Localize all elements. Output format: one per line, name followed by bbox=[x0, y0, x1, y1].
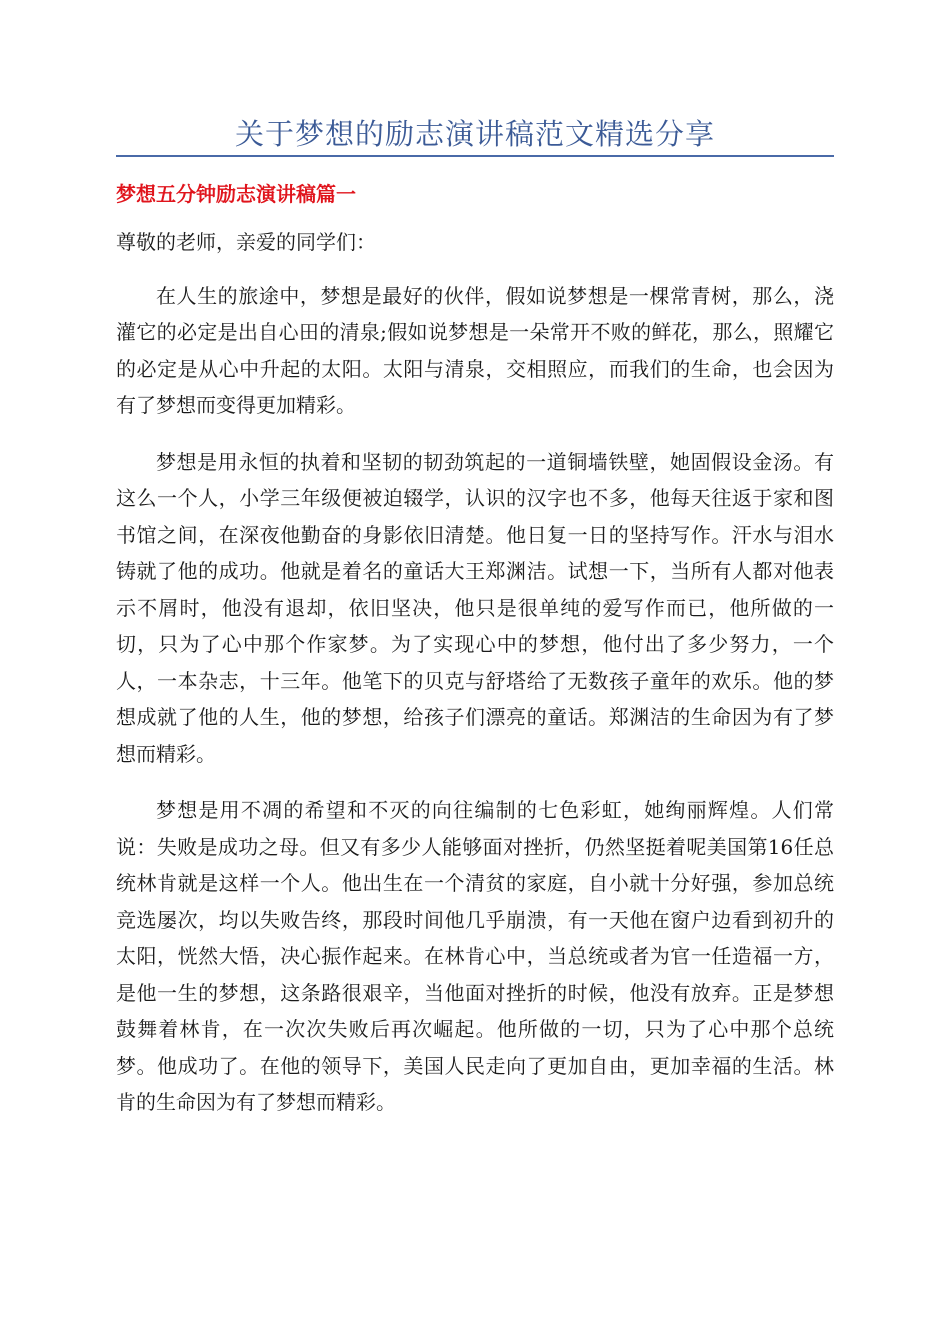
paragraph-1: 在人生的旅途中，梦想是最好的伙伴，假如说梦想是一棵常青树，那么，浇灌它的必定是出自心田的清泉;假如说梦想是一朵常开不败的鲜花，那么，照耀它的必定是从心中升起的太阳。太阳与清泉，交相照应，而我们的生命，也会因为有了梦想而变得更加精彩。 bbox=[116, 283, 834, 417]
title-divider bbox=[116, 155, 834, 157]
document-title: 关于梦想的励志演讲稿范文精选分享 bbox=[234, 117, 715, 151]
section-heading: 梦想五分钟励志演讲稿篇一 bbox=[116, 182, 356, 206]
salutation: 尊敬的老师，亲爱的同学们： bbox=[116, 230, 376, 254]
paragraph-2: 梦想是用永恒的执着和坚韧的韧劲筑起的一道铜墙铁壁，她固假设金汤。有这么一个人，小学三年级便被迫辍学，认识的汉字也不多，他每天往返于家和图书馆之间，在深夜他勤奋的身影依旧清楚。他日复一日的坚持写作。汗水与泪水铸就了他的成功。他就是着名的童话大王郑渊洁。试想一下，当所有人都对他表示不屑时，他没有退却，依旧坚决，他只是很单纯的爱写作而已，他所做的一切，只为了心中那个作家梦。为了实现心中的梦想，他付出了多少努力，一个人，一本杂志，十三年。他笔下的贝克与舒塔给了无数孩子童年的欢乐。他的梦想成就了他的人生，他的梦想，给孩子们漂亮的童话。郑渊洁的生命因为有了梦想而精彩。 bbox=[116, 449, 834, 766]
paragraph-3: 梦想是用不凋的希望和不灭的向往编制的七色彩虹，她绚丽辉煌。人们常说：失败是成功之母。但又有多少人能够面对挫折，仍然坚挺着呢美国第16任总统林肯就是这样一个人。他出生在一个清贫的家庭，自小就十分好强，参加总统竞选屡次，均以失败告终，那段时间他几乎崩溃，有一天他在窗户边看到初升的太阳，恍然大悟，决心振作起来。在林肯心中，当总统或者为官一任造福一方，是他一生的梦想，这条路很艰辛，当他面对挫折的时候，他没有放弃。正是梦想鼓舞着林肯，在一次次失败后再次崛起。他所做的一切，只为了心中那个总统梦。他成功了。在他的领导下，美国人民走向了更加自由，更加幸福的生活。林肯的生命因为有了梦想而精彩。 bbox=[116, 798, 834, 1114]
document-body bbox=[116, 224, 834, 1141]
